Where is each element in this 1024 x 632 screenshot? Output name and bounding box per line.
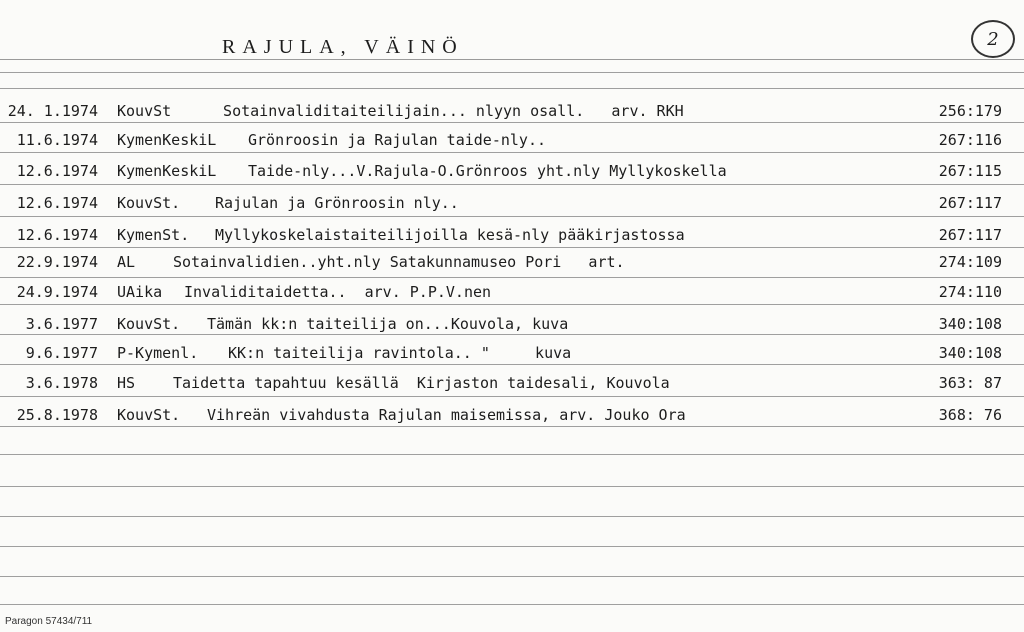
entry-description: Taide-nly...V.Rajula-O.Grönroos yht.nly Myllykoskella xyxy=(248,162,727,180)
entry-reference: 267:117 xyxy=(938,194,1002,212)
ruled-line xyxy=(0,277,1024,278)
entry-source: KouvSt. xyxy=(117,406,181,424)
ruled-line xyxy=(0,184,1024,185)
ruled-line xyxy=(0,546,1024,547)
title-rule xyxy=(0,59,1024,60)
entry-date: 12.6.1974 xyxy=(16,194,98,212)
entry-reference: 368: 76 xyxy=(938,406,1002,424)
entry-date: 25.8.1978 xyxy=(16,406,98,424)
entry-row xyxy=(0,192,1024,214)
entry-row xyxy=(0,372,1024,394)
ruled-line xyxy=(0,72,1024,73)
entry-source: HS xyxy=(117,374,136,392)
card-title: RAJULA, VÄINÖ xyxy=(222,36,464,58)
entry-source: P-Kymenl. xyxy=(117,344,199,362)
entry-description: KK:n taiteilija ravintola.. " kuva xyxy=(228,344,572,362)
entry-row xyxy=(0,224,1024,246)
entry-reference: 267:117 xyxy=(938,226,1002,244)
entry-source: AL xyxy=(117,253,136,271)
entry-date: 24.9.1974 xyxy=(16,283,98,301)
entry-source: KymenSt. xyxy=(117,226,190,244)
entry-description: Taidetta tapahtuu kesällä Kirjaston taidesali, Kouvola xyxy=(173,374,670,392)
page-number-circle xyxy=(971,20,1015,58)
entry-source: UAika xyxy=(117,283,163,301)
ruled-line xyxy=(0,304,1024,305)
entry-row xyxy=(0,404,1024,426)
ruled-line xyxy=(0,486,1024,487)
ruled-line xyxy=(0,426,1024,427)
entry-reference: 267:115 xyxy=(938,162,1002,180)
ruled-line xyxy=(0,216,1024,217)
entry-description: Invaliditaidetta.. arv. P.P.V.nen xyxy=(184,283,492,301)
entry-description: Tämän kk:n taiteilija on...Kouvola, kuva xyxy=(207,315,569,333)
entry-description: Rajulan ja Grönroosin nly.. xyxy=(215,194,459,212)
ruled-line xyxy=(0,396,1024,397)
ruled-line xyxy=(0,454,1024,455)
entry-reference: 340:108 xyxy=(938,344,1002,362)
entry-row xyxy=(0,160,1024,182)
entry-date: 12.6.1974 xyxy=(16,226,98,244)
entry-reference: 363: 87 xyxy=(938,374,1002,392)
entry-date: 9.6.1977 xyxy=(25,344,98,362)
ruled-line xyxy=(0,88,1024,89)
ruled-line xyxy=(0,604,1024,605)
entry-date: 24. 1.1974 xyxy=(7,102,98,120)
ruled-line xyxy=(0,334,1024,335)
entry-row xyxy=(0,129,1024,151)
entry-reference: 340:108 xyxy=(938,315,1002,333)
entry-description: Sotainvaliditaiteilijain... nlyyn osall. arv. RKH xyxy=(205,102,684,120)
entry-date: 11.6.1974 xyxy=(16,131,98,149)
entry-source: KouvSt. xyxy=(117,194,181,212)
entry-date: 3.6.1978 xyxy=(25,374,98,392)
entry-description: Vihreän vivahdusta Rajulan maisemissa, arv. Jouko Ora xyxy=(207,406,686,424)
ruled-line xyxy=(0,516,1024,517)
entry-date: 12.6.1974 xyxy=(16,162,98,180)
entry-row xyxy=(0,313,1024,335)
entry-row xyxy=(0,251,1024,273)
entry-description: Grönroosin ja Rajulan taide-nly.. xyxy=(248,131,547,149)
ruled-line xyxy=(0,364,1024,365)
ruled-line xyxy=(0,576,1024,577)
entry-row xyxy=(0,342,1024,364)
entry-reference: 267:116 xyxy=(938,131,1002,149)
ruled-line xyxy=(0,247,1024,248)
entry-reference: 274:110 xyxy=(938,283,1002,301)
entry-source: KymenKeskiL xyxy=(117,162,217,180)
entry-source: KouvSt. xyxy=(117,315,181,333)
entry-description: Sotainvalidien..yht.nly Satakunnamuseo Pori art. xyxy=(173,253,625,271)
entry-date: 22.9.1974 xyxy=(16,253,98,271)
entry-row xyxy=(0,281,1024,303)
entry-source: KymenKeskiL xyxy=(117,131,217,149)
ruled-line xyxy=(0,152,1024,153)
ruled-line xyxy=(0,122,1024,123)
entry-reference: 274:109 xyxy=(938,253,1002,271)
card-footer: Paragon 57434/711 xyxy=(5,616,93,627)
entry-reference: 256:179 xyxy=(938,102,1002,120)
page-number: 2 xyxy=(987,28,999,50)
entry-source: KouvSt xyxy=(117,102,172,120)
entry-date: 3.6.1977 xyxy=(25,315,98,333)
entry-row xyxy=(0,100,1024,122)
entry-description: Myllykoskelaistaiteilijoilla kesä-nly pääkirjastossa xyxy=(215,226,685,244)
